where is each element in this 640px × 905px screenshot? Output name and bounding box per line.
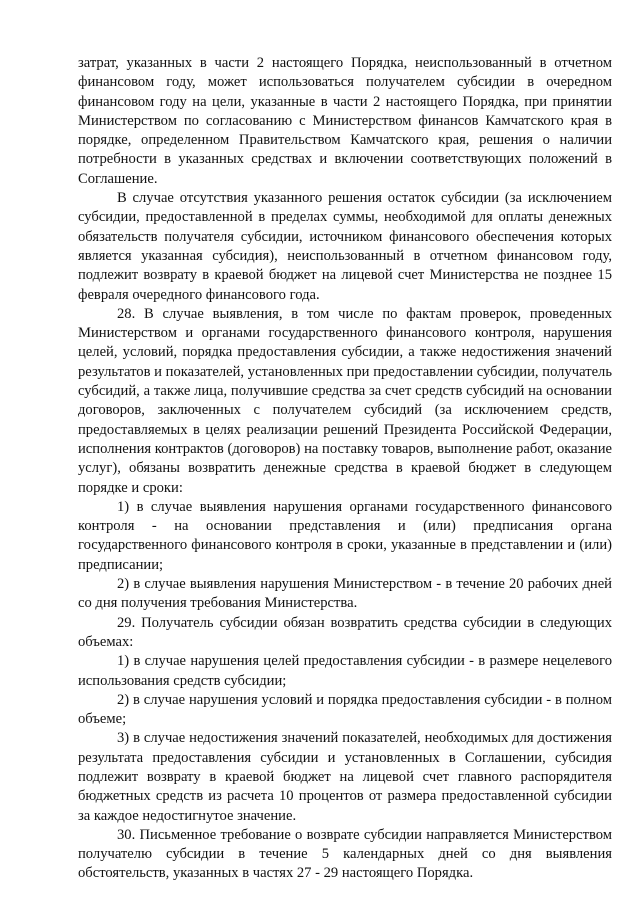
paragraph-29-item-2: 2) в случае нарушения условий и порядка предоставления субсидии - в полном объеме;: [78, 691, 612, 728]
paragraph-29-item-1: 1) в случае нарушения целей предоставления субсидии - в размере нецелевого использования средств субсидии;: [78, 653, 612, 689]
paragraph-continuation: затрат, указанных в части 2 настоящего Порядка, неиспользованный в отчетном финансовом году, может использоваться получателем субсидии в очередном финансовом году на цели, указанные в части 2 настоящего Порядка, при принятии Министерством по согласованию с Министерством финансов Камчатского края в порядке, определенном Правительством Камчатского края, решения о наличии потребности в указанных средствах и включении соответствующих положений в Соглашение.: [78, 55, 612, 187]
document-page: [78, 54, 612, 884]
paragraph-28: 28. В случае выявления, в том числе по фактам проверок, проведенных Министерством и органами государственного финансового контроля, нарушения целей, условий, порядка предоставления субсидии, а также недостижения значений результатов и показателей, установленных при предоставлении субсидии, получатель субсидий, а также лица, получившие средства за счет средств субсидий на основании договоров, заключенных с получателем субсидий (за исключением средств, предоставляемых в целях реализации решений Президента Российской Федерации, исполнения контрактов (договоров) на поставку товаров, выполнение работ, оказание услуг), обязаны возвратить денежные средства в краевой бюджет в следующем порядке и сроки:: [78, 305, 612, 496]
paragraph-28-item-2: 2) в случае выявления нарушения Министерством - в течение 20 рабочих дней со дня получения требования Министерства.: [78, 576, 612, 612]
paragraph-29-item-3: 3) в случае недостижения значений показателей, необходимых для достижения результата предоставления субсидии и установленных в Соглашении, субсидия подлежит возврату в краевой бюджет на лицевой счет главного распорядителя бюджетных средств из расчета 10 процентов от размера предоставленной субсидии за каждое недостигнутое значение.: [78, 730, 612, 824]
paragraph-30: 30. Письменное требование о возврате субсидии направляется Министерством получателю субсидии в течение 5 календарных дней со дня выявления обстоятельств, указанных в частях 27 - 29 настоящего Порядка.: [78, 826, 612, 882]
paragraph-28-item-1: 1) в случае выявления нарушения органами государственного финансового контроля - на основании представления и (или) предписания органа государственного финансового контроля в сроки, указанные в представлении и (или) предписании;: [78, 498, 612, 573]
paragraph-remainder-return: В случае отсутствия указанного решения остаток субсидии (за исключением субсидии, предоставленной в пределах суммы, необходимой для оплаты денежных обязательств получателя субсидии, источником финансового обеспечения которых является указанная субсидия), неиспользованный в отчетном финансовом году, подлежит возврату в краевой бюджет на лицевой счет Министерства не позднее 15 февраля очередного финансового года.: [78, 190, 612, 303]
paragraph-29: 29. Получатель субсидии обязан возвратить средства субсидии в следующих объемах:: [78, 614, 612, 650]
